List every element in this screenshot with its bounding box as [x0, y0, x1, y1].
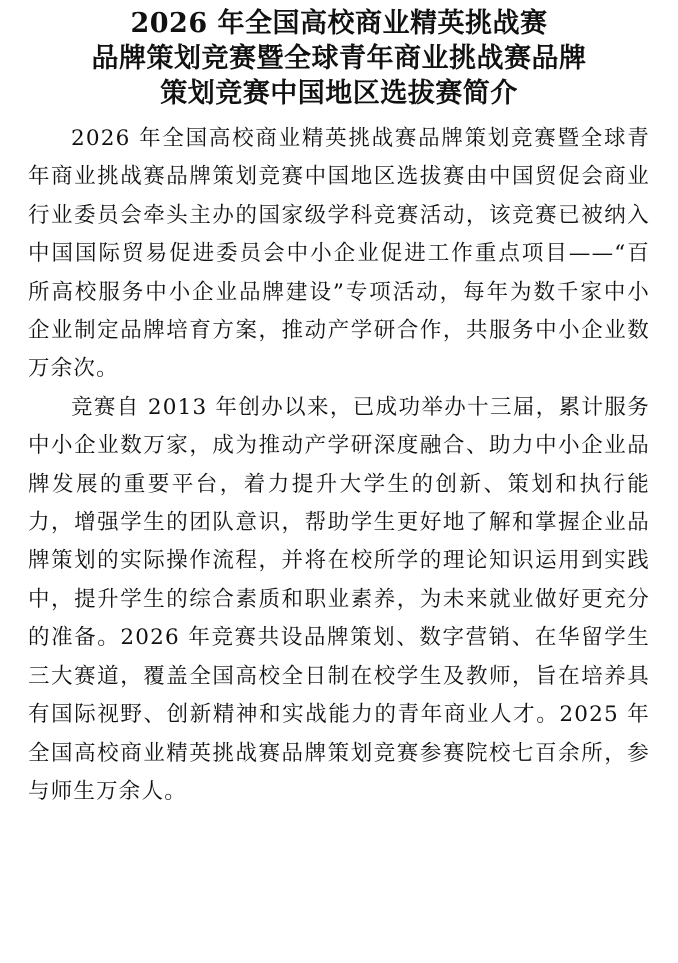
title-line-3: 策划竞赛中国地区选拔赛简介 [160, 78, 518, 109]
document-body [28, 120, 650, 811]
paragraph-introduction: 2026 年全国高校商业精英挑战赛品牌策划竞赛暨全球青年商业挑战赛品牌策划竞赛中国地区选拔赛由中国贸促会商业行业委员会牵头主办的国家级学科竞赛活动，该竞赛已被纳入中国国际贸易促进委员会中小企业促进工作重点项目——“百所高校服务中小企业品牌建设”专项活动，每年为数千家中小企业制定品牌培育方案，推动产学研合作，共服务中小企业数万余次。 [28, 126, 650, 382]
document-title [28, 6, 650, 111]
paragraph-history: 竞赛自 2013 年创办以来，已成功举办十三届，累计服务中小企业数万家，成为推动产学研深度融合、助力中小企业品牌发展的重要平台，着力提升大学生的创新、策划和执行能力，增强学生的团队意识，帮助学生更好地了解和掌握企业品牌策划的实际操作流程，并将在校所学的理论知识运用到实践中，提升学生的综合素质和职业素养，为未来就业做好更充分的准备。2026 年竞赛共设品牌策划、数字营销、在华留学生三大赛道，覆盖全国高校全日制在校学生及教师，旨在培养具有国际视野、创新精神和实战能力的青年商业人才。2025 年全国高校商业精英挑战赛品牌策划竞赛参赛院校七百余所，参与师生万余人。 [28, 394, 650, 804]
title-line-1: 2026 年全国高校商业精英挑战赛 [130, 8, 548, 39]
title-line-2: 品牌策划竞赛暨全球青年商业挑战赛品牌 [91, 43, 587, 74]
